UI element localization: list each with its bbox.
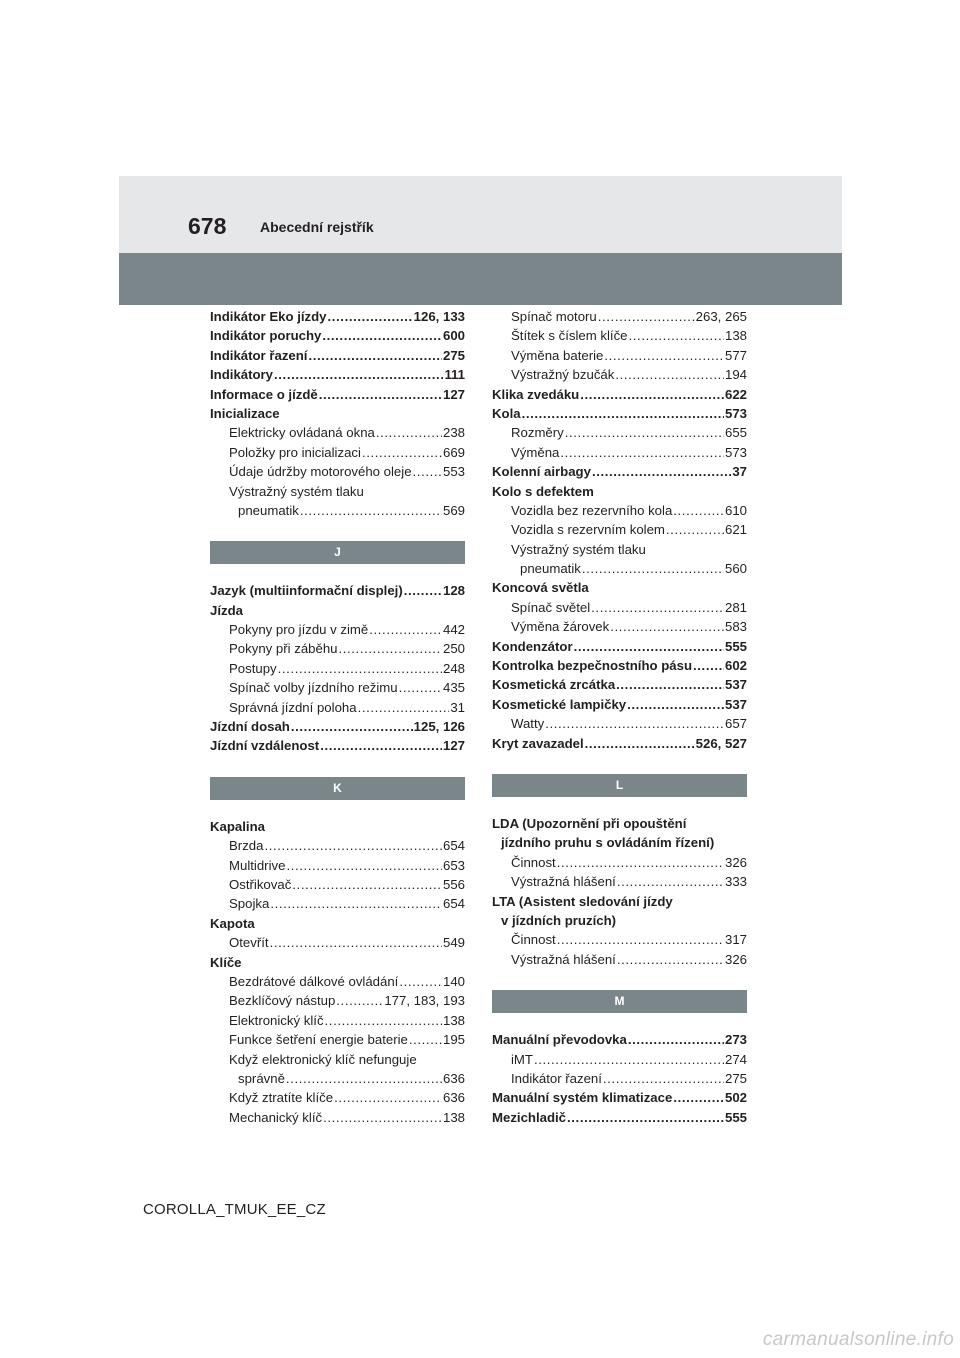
- leader-dots: [325, 1011, 442, 1030]
- entry-label: Bezklíčový nástup: [229, 993, 336, 1009]
- entry-page-ref: 560: [724, 561, 747, 577]
- entry-page-ref: 654: [442, 896, 465, 912]
- entry-page-ref: 138: [442, 1109, 465, 1125]
- entry-label: Vozidla s rezervním kolem: [511, 522, 665, 538]
- entry-label: Výstražný systém tlaku: [511, 541, 646, 557]
- entry-label: LDA (Upozornění při opouštění: [492, 815, 687, 831]
- leader-dots: [582, 559, 724, 578]
- entry-label: Výměna baterie: [511, 347, 604, 363]
- index-entry: [210, 501, 465, 520]
- watermark: carmanualsonline.info: [762, 1329, 954, 1350]
- index-column-right: [492, 307, 747, 1127]
- entry-page-ref: 553: [442, 464, 465, 480]
- leader-dots: [358, 698, 450, 717]
- leader-dots: [557, 853, 724, 872]
- entry-label: Kolenní airbagy: [492, 464, 591, 480]
- entry-page-ref: 263, 265: [695, 309, 747, 324]
- leader-dots: [673, 501, 724, 520]
- index-entry: [210, 836, 465, 855]
- entry-page-ref: 238: [442, 425, 465, 441]
- index-entry: [210, 639, 465, 658]
- index-entry: [492, 385, 747, 404]
- leader-dots: [274, 365, 443, 384]
- index-entry: [210, 462, 465, 481]
- entry-label: Činnost: [511, 932, 556, 948]
- index-entry: [492, 911, 747, 930]
- entry-label: Rozměry: [511, 425, 564, 441]
- leader-dots: [291, 717, 413, 736]
- leader-dots: [545, 714, 724, 733]
- entry-label: Vozidla bez rezervního kola: [511, 502, 673, 518]
- leader-dots: [376, 423, 442, 442]
- leader-dots: [693, 656, 724, 675]
- entry-page-ref: 573: [724, 444, 747, 460]
- letter-heading: L: [492, 774, 747, 797]
- entry-label: Správná jízdní poloha: [229, 699, 357, 715]
- entry-label: Manuální systém klimatizace: [492, 1090, 673, 1106]
- index-entry: [492, 1088, 747, 1107]
- index-entry: [210, 307, 465, 326]
- entry-page-ref: 555: [724, 638, 747, 654]
- entry-page-ref: 138: [442, 1012, 465, 1028]
- entry-page-ref: 326: [724, 951, 747, 967]
- entry-page-ref: 275: [442, 347, 465, 363]
- leader-dots: [567, 1108, 724, 1127]
- index-entry: [492, 637, 747, 656]
- entry-page-ref: 127: [442, 738, 465, 754]
- entry-label: Spínač motoru: [511, 309, 597, 324]
- letter-heading: M: [492, 990, 747, 1013]
- entry-label: správně: [238, 1070, 285, 1086]
- entry-label: v jízdních pruzích): [501, 912, 617, 928]
- entry-label: Výměna žárovek: [511, 619, 610, 635]
- index-entry: [210, 326, 465, 345]
- leader-dots: [673, 1088, 724, 1107]
- entry-label: Otevřít: [229, 935, 269, 951]
- index-entry: [210, 601, 465, 620]
- entry-label: Indikátor řazení: [511, 1070, 602, 1086]
- entry-label: Watty: [511, 716, 545, 732]
- entry-label: pneumatik: [238, 502, 299, 518]
- entry-page-ref: 537: [724, 677, 747, 693]
- entry-page-ref: 126, 133: [413, 309, 465, 324]
- index-entry: [210, 385, 465, 404]
- index-entry: [210, 678, 465, 697]
- leader-dots: [534, 1050, 724, 1069]
- index-entry: [210, 736, 465, 755]
- entry-label: Inicializace: [210, 405, 280, 421]
- entry-page-ref: 569: [442, 502, 465, 518]
- entry-label: Klika zvedáku: [492, 386, 580, 402]
- entry-page-ref: 653: [442, 857, 465, 873]
- leader-dots: [399, 972, 442, 991]
- entry-label: Elektricky ovládaná okna: [229, 425, 375, 441]
- entry-label: Štítek s číslem klíče: [511, 328, 628, 344]
- entry-label: Výstražná hlášení: [511, 874, 616, 890]
- index-entry: [492, 559, 747, 578]
- index-entry: [492, 540, 747, 559]
- index-entry: [492, 853, 747, 872]
- index-entry: [492, 1050, 747, 1069]
- leader-dots: [339, 639, 442, 658]
- entry-label: Pokyny při záběhu: [229, 641, 338, 657]
- entry-page-ref: 275: [724, 1070, 747, 1086]
- entry-page-ref: 556: [442, 876, 465, 892]
- entry-label: Když ztratíte klíče: [229, 1090, 334, 1106]
- entry-label: Kapalina: [210, 818, 265, 834]
- leader-dots: [598, 307, 695, 326]
- leader-dots: [319, 385, 442, 404]
- entry-label: Multidrive: [229, 857, 286, 873]
- leader-dots: [270, 894, 442, 913]
- entry-label: Pokyny pro jízdu v zimě: [229, 622, 369, 638]
- index-entry: [210, 856, 465, 875]
- entry-page-ref: 655: [724, 425, 747, 441]
- entry-label: Výstražný bzučák: [511, 367, 615, 383]
- entry-label: Indikátor Eko jízdy: [210, 309, 327, 324]
- leader-dots: [413, 462, 442, 481]
- leader-dots: [292, 875, 442, 894]
- index-entry: [210, 443, 465, 462]
- leader-dots: [585, 734, 695, 753]
- index-entry: [492, 520, 747, 539]
- leader-dots: [362, 443, 442, 462]
- entry-label: jízdního pruhu s ovládáním řízení): [501, 835, 715, 851]
- entry-label: Výstražný systém tlaku: [229, 483, 364, 499]
- entry-label: LTA (Asistent sledování jízdy: [492, 893, 673, 909]
- leader-dots: [616, 675, 724, 694]
- entry-label: Jazyk (multiinformační displej): [210, 583, 403, 599]
- entry-page-ref: 281: [724, 599, 747, 615]
- entry-label: iMT: [511, 1051, 533, 1067]
- index-entry: [210, 620, 465, 639]
- index-entry: [492, 617, 747, 636]
- entry-label: Kapota: [210, 915, 255, 931]
- index-entry: [210, 698, 465, 717]
- leader-dots: [369, 620, 442, 639]
- entry-page-ref: 127: [442, 386, 465, 402]
- leader-dots: [328, 307, 413, 326]
- entry-page-ref: 435: [442, 680, 465, 696]
- entry-page-ref: 37: [732, 464, 747, 480]
- index-entry: [492, 675, 747, 694]
- entry-page-ref: 577: [724, 347, 747, 363]
- index-entry: [210, 875, 465, 894]
- index-entry: [492, 423, 747, 442]
- entry-page-ref: 326: [724, 854, 747, 870]
- index-entry: [210, 1108, 465, 1127]
- index-entry: [210, 1011, 465, 1030]
- entry-label: Výměna: [511, 444, 560, 460]
- index-entry: [210, 581, 465, 600]
- letter-heading: K: [210, 777, 465, 800]
- leader-dots: [336, 991, 383, 1010]
- index-entry: [492, 656, 747, 675]
- entry-page-ref: 273: [724, 1032, 747, 1048]
- index-entry: [210, 817, 465, 836]
- entry-label: Kondenzátor: [492, 638, 573, 654]
- entry-label: Funkce šetření energie baterie: [229, 1032, 408, 1048]
- index-entry: [492, 598, 747, 617]
- index-entry: [210, 1069, 465, 1088]
- entry-page-ref: 140: [442, 973, 465, 989]
- entry-page-ref: 610: [724, 502, 747, 518]
- index-entry: [210, 894, 465, 913]
- entry-label: Manuální převodovka: [492, 1032, 627, 1048]
- entry-page-ref: 194: [724, 367, 747, 383]
- entry-page-ref: 250: [442, 641, 465, 657]
- index-entry: [492, 443, 747, 462]
- entry-label: Jízdní vzdálenost: [210, 738, 320, 754]
- index-entry: [492, 307, 747, 326]
- entry-label: Údaje údržby motorového oleje: [229, 464, 412, 480]
- index-entry: [492, 930, 747, 949]
- entry-page-ref: 549: [442, 935, 465, 951]
- entry-label: Kryt zavazadel: [492, 735, 584, 751]
- leader-dots: [604, 346, 724, 365]
- index-entry: [492, 1030, 747, 1049]
- leader-dots: [557, 930, 724, 949]
- leader-dots: [522, 404, 724, 423]
- entry-label: Postupy: [229, 660, 277, 676]
- leader-dots: [334, 1088, 442, 1107]
- entry-label: Jízdní dosah: [210, 719, 290, 735]
- leader-dots: [565, 423, 724, 442]
- entry-label: Klíče: [210, 954, 242, 970]
- section-title: Abecední rejstřík: [260, 219, 374, 235]
- entry-page-ref: 128: [442, 583, 465, 599]
- entry-label: Spínač světel: [511, 599, 591, 615]
- leader-dots: [320, 736, 442, 755]
- leader-dots: [574, 637, 724, 656]
- entry-label: Když elektronický klíč nefunguje: [229, 1051, 417, 1067]
- index-entry: [492, 501, 747, 520]
- entry-page-ref: 125, 126: [413, 719, 465, 735]
- entry-label: Brzda: [229, 838, 264, 854]
- entry-label: Kontrolka bezpečnostního pásu: [492, 658, 693, 674]
- leader-dots: [264, 836, 442, 855]
- index-entry: [210, 717, 465, 736]
- leader-dots: [278, 659, 442, 678]
- page-number: 678: [188, 213, 227, 239]
- index-entry: [492, 482, 747, 501]
- entry-label: Jízda: [210, 602, 243, 618]
- index-entry: [492, 695, 747, 714]
- entry-page-ref: 248: [442, 660, 465, 676]
- index-entry: [492, 1069, 747, 1088]
- leader-dots: [322, 326, 442, 345]
- entry-page-ref: 274: [724, 1051, 747, 1067]
- entry-page-ref: 600: [442, 328, 465, 344]
- index-entry: [492, 346, 747, 365]
- entry-label: Kosmetické lampičky: [492, 696, 627, 712]
- leader-dots: [580, 385, 724, 404]
- entry-page-ref: 138: [724, 328, 747, 344]
- index-entry: [492, 833, 747, 852]
- leader-dots: [615, 365, 724, 384]
- leader-dots: [666, 520, 724, 539]
- index-entry: [210, 1088, 465, 1107]
- entry-page-ref: 442: [442, 622, 465, 638]
- entry-page-ref: 669: [442, 444, 465, 460]
- entry-page-ref: 333: [724, 874, 747, 890]
- index-entry: [210, 659, 465, 678]
- index-entry: [210, 423, 465, 442]
- entry-page-ref: 502: [724, 1090, 747, 1106]
- index-entry: [210, 365, 465, 384]
- leader-dots: [399, 678, 442, 697]
- leader-dots: [560, 443, 724, 462]
- entry-page-ref: 177, 183, 193: [384, 993, 465, 1009]
- index-entry: [210, 953, 465, 972]
- index-entry: [492, 714, 747, 733]
- index-entry: [492, 578, 747, 597]
- leader-dots: [300, 501, 442, 520]
- index-entry: [210, 991, 465, 1010]
- entry-label: Mezichladič: [492, 1109, 567, 1125]
- leader-dots: [591, 598, 724, 617]
- leader-dots: [628, 1030, 724, 1049]
- index-entry: [210, 404, 465, 423]
- entry-label: Indikátory: [210, 367, 274, 383]
- entry-page-ref: 573: [724, 405, 747, 421]
- leader-dots: [323, 1108, 442, 1127]
- entry-label: Kosmetická zrcátka: [492, 677, 616, 693]
- entry-page-ref: 555: [724, 1109, 747, 1125]
- document-code: COROLLA_TMUK_EE_CZ: [143, 1201, 326, 1218]
- entry-label: Bezdrátové dálkové ovládání: [229, 973, 399, 989]
- leader-dots: [270, 933, 442, 952]
- entry-label: Výstražná hlášení: [511, 951, 616, 967]
- index-entry: [210, 1050, 465, 1069]
- entry-page-ref: 537: [724, 696, 747, 712]
- entry-page-ref: 654: [442, 838, 465, 854]
- entry-label: Kola: [492, 405, 521, 421]
- index-entry: [492, 326, 747, 345]
- index-entry: [492, 1108, 747, 1127]
- entry-label: Indikátor řazení: [210, 347, 308, 363]
- index-entry: [492, 365, 747, 384]
- index-entry: [492, 892, 747, 911]
- index-entry: [210, 1030, 465, 1049]
- entry-label: Spínač volby jízdního režimu: [229, 680, 398, 696]
- leader-dots: [629, 326, 724, 345]
- entry-page-ref: 111: [444, 367, 465, 383]
- index-entry: [492, 872, 747, 891]
- leader-dots: [617, 950, 724, 969]
- leader-dots: [592, 462, 731, 481]
- entry-page-ref: 602: [724, 658, 747, 674]
- entry-label: Kolo s defektem: [492, 483, 594, 499]
- entry-page-ref: 583: [724, 619, 747, 635]
- leader-dots: [610, 617, 724, 636]
- entry-label: pneumatik: [520, 561, 581, 577]
- entry-page-ref: 31: [450, 699, 465, 715]
- leader-dots: [308, 346, 442, 365]
- index-entry: [210, 933, 465, 952]
- index-entry: [210, 914, 465, 933]
- letter-heading: J: [210, 541, 465, 564]
- entry-page-ref: 636: [442, 1090, 465, 1106]
- index-entry: [492, 404, 747, 423]
- leader-dots: [286, 1069, 442, 1088]
- entry-label: Koncová světla: [492, 580, 589, 596]
- entry-label: Indikátor poruchy: [210, 328, 322, 344]
- entry-label: Elektronický klíč: [229, 1012, 324, 1028]
- leader-dots: [617, 872, 724, 891]
- entry-page-ref: 636: [442, 1070, 465, 1086]
- entry-page-ref: 526, 527: [695, 735, 747, 751]
- index-entry: [210, 346, 465, 365]
- entry-page-ref: 657: [724, 716, 747, 732]
- leader-dots: [286, 856, 442, 875]
- index-entry: [492, 950, 747, 969]
- index-entry: [492, 814, 747, 833]
- entry-label: Mechanický klíč: [229, 1109, 323, 1125]
- index-entry: [492, 462, 747, 481]
- index-column-left: [210, 307, 465, 1127]
- index-entry: [492, 734, 747, 753]
- entry-page-ref: 622: [724, 386, 747, 402]
- leader-dots: [603, 1069, 724, 1088]
- leader-dots: [627, 695, 724, 714]
- entry-page-ref: 621: [724, 522, 747, 538]
- index-entry: [210, 972, 465, 991]
- index-entry: [210, 482, 465, 501]
- entry-label: Ostřikovač: [229, 876, 292, 892]
- header-band: [119, 176, 842, 253]
- entry-label: Položky pro inicializaci: [229, 444, 361, 460]
- entry-page-ref: 317: [724, 932, 747, 948]
- header-bar: [119, 253, 842, 305]
- leader-dots: [409, 1030, 442, 1049]
- entry-label: Informace o jízdě: [210, 386, 318, 402]
- entry-label: Spojka: [229, 896, 270, 912]
- entry-page-ref: 195: [442, 1032, 465, 1048]
- leader-dots: [404, 581, 442, 600]
- entry-label: Činnost: [511, 854, 556, 870]
